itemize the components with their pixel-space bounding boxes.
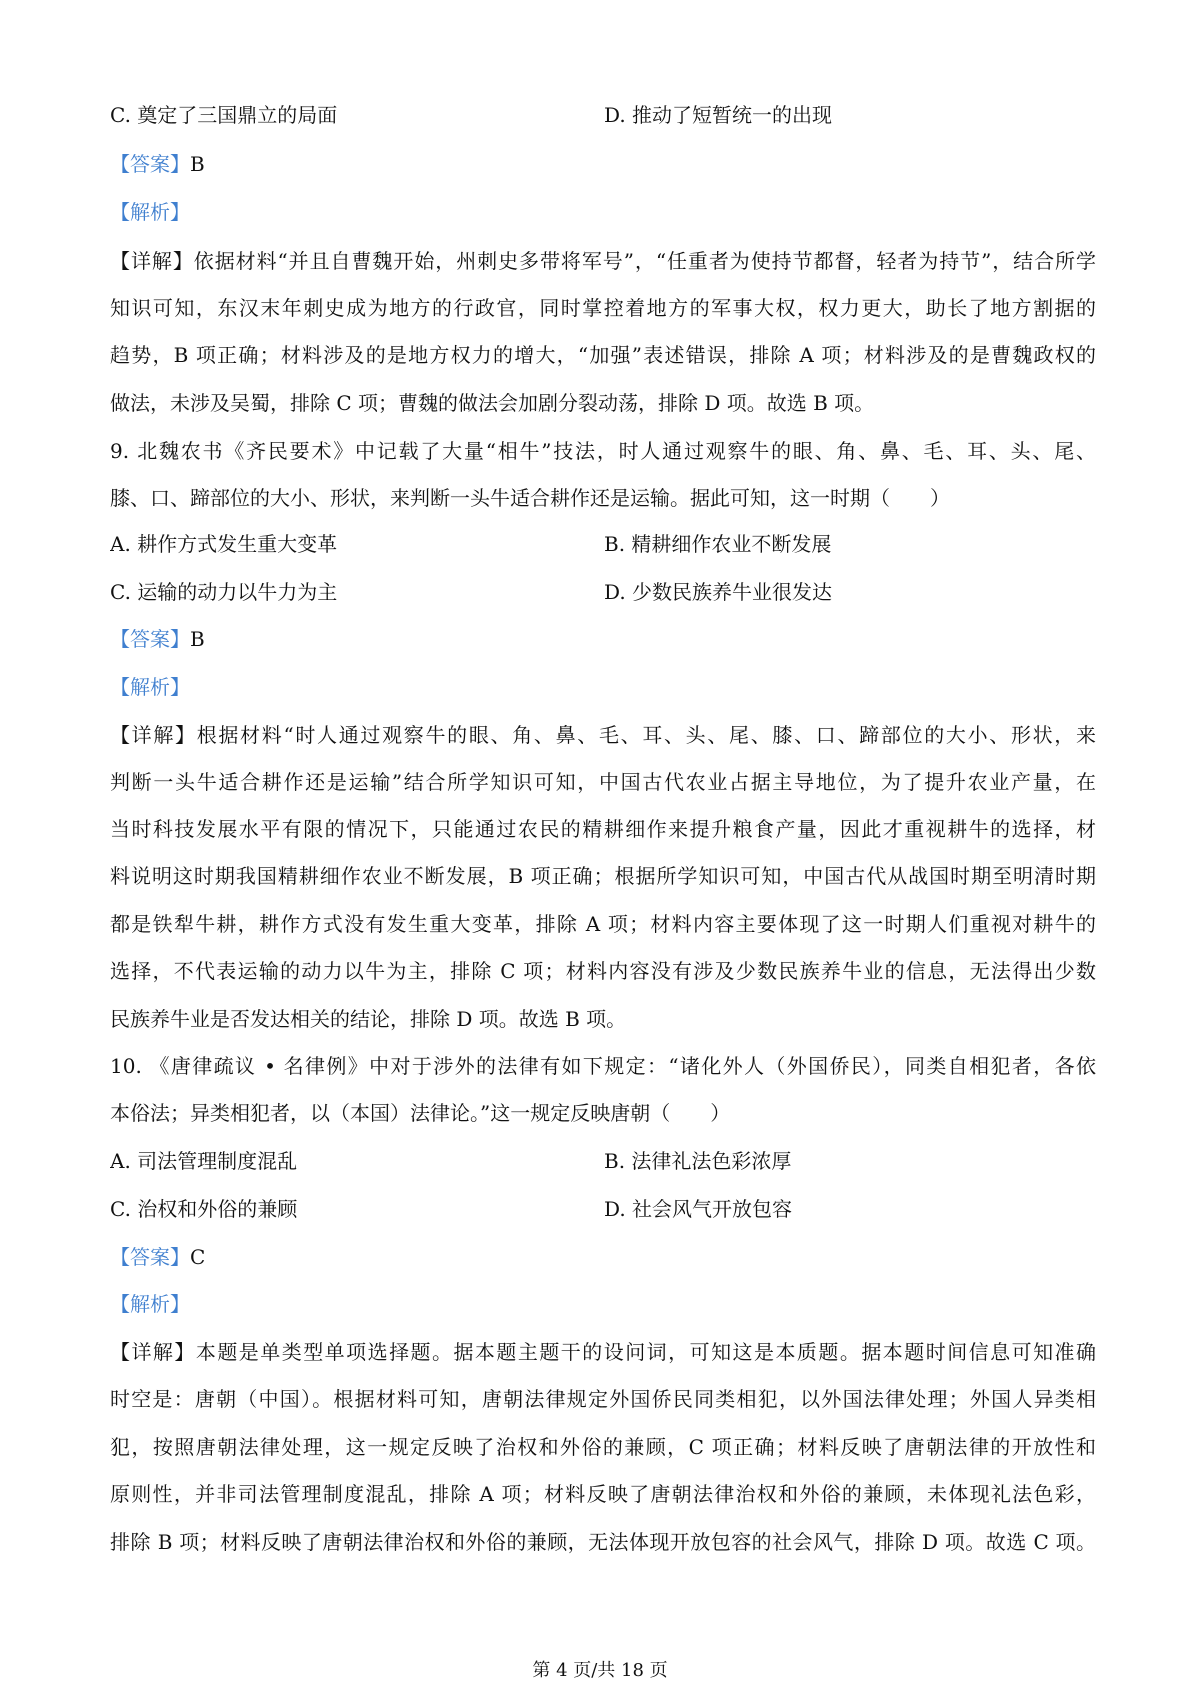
q8-answer-line <box>110 149 1096 179</box>
q8-detail-line: 知识可知，东汉末年刺史成为地方的行政官，同时掌控着地方的军事大权，权力更大，助长了地方割据的 <box>110 296 1096 320</box>
q9-option-b: B. 精耕细作农业不断发展 <box>604 532 832 556</box>
q10-answer-value: C <box>190 1245 206 1269</box>
q10-stem-line: 本俗法；异类相犯者，以（本国）法律论。”这一规定反映唐朝（ ） <box>110 1101 731 1125</box>
q9-answer-value: B <box>190 627 205 651</box>
q8-detail-line: 【详解】依据材料“并且自曹魏开始，州刺史多带将军号”，“任重者为使持节都督，轻者为持节”，结合所学 <box>110 249 1096 273</box>
q9-detail-line: 当时科技发展水平有限的情况下，只能通过农民的精耕细作来提升粮食产量，因此才重视耕牛的选择，材 <box>110 817 1096 841</box>
q9-option-a: A. 耕作方式发生重大变革 <box>110 532 338 556</box>
q9-detail-line: 判断一头牛适合耕作还是运输”结合所学知识可知，中国古代农业占据主导地位，为了提升农业产量，在 <box>110 770 1096 794</box>
q8-option-d: D. 推动了短暂统一的出现 <box>604 103 833 127</box>
q10-detail-line: 排除 B 项；材料反映了唐朝法律治权和外俗的兼顾，无法体现开放包容的社会风气，排除 D 项。故选 C 项。 <box>110 1530 1096 1554</box>
page-footer-number: 第 4 页/共 18 页 <box>532 1660 668 1681</box>
q10-detail-line: 犯，按照唐朝法律处理，这一规定反映了治权和外俗的兼顾，C 项正确；材料反映了唐朝法律的开放性和 <box>110 1435 1096 1459</box>
q10-option-d: D. 社会风气开放包容 <box>604 1197 793 1221</box>
q9-analysis-tag: 【解析】 <box>110 675 190 699</box>
q8-option-c: C. 奠定了三国鼎立的局面 <box>110 103 338 127</box>
q9-detail-line: 【详解】根据材料“时人通过观察牛的眼、角、鼻、毛、耳、头、尾、膝、口、蹄部位的大小、形状，来 <box>110 723 1096 747</box>
q8-analysis-tag: 【解析】 <box>110 200 190 224</box>
q9-stem-line: 膝、口、蹄部位的大小、形状，来判断一头牛适合耕作还是运输。据此可知，这一时期（ ） <box>110 486 950 510</box>
q10-analysis-tag: 【解析】 <box>110 1292 190 1316</box>
q10-detail-line: 时空是：唐朝（中国）。根据材料可知，唐朝法律规定外国侨民同类相犯，以外国法律处理；外国人异类相 <box>110 1387 1096 1411</box>
q10-answer-line <box>110 1242 1096 1272</box>
q9-stem-line: 9. 北魏农书《齐民要术》中记载了大量“相牛”技法，时人通过观察牛的眼、角、鼻、毛、耳、头、尾、 <box>110 439 1096 463</box>
q10-option-a: A. 司法管理制度混乱 <box>110 1149 298 1173</box>
q9-detail-line: 民族养牛业是否发达相关的结论，排除 D 项。故选 B 项。 <box>110 1007 627 1031</box>
q9-detail-line: 选择，不代表运输的动力以牛为主，排除 C 项；材料内容没有涉及少数民族养牛业的信息，无法得出少数 <box>110 959 1096 983</box>
q9-detail-line: 料说明这时期我国精耕细作农业不断发展，B 项正确；根据所学知识可知，中国古代从战国时期至明清时期 <box>110 864 1096 888</box>
q9-answer-line <box>110 624 1096 654</box>
q8-detail-line: 做法，未涉及吴蜀，排除 C 项；曹魏的做法会加剧分裂动荡，排除 D 项。故选 B 项。 <box>110 391 875 415</box>
q10-detail-line: 原则性，并非司法管理制度混乱，排除 A 项；材料反映了唐朝法律治权和外俗的兼顾，未体现礼法色彩， <box>110 1482 1096 1506</box>
q10-stem-line: 10. 《唐律疏议 • 名律例》中对于涉外的法律有如下规定：“诸化外人（外国侨民），同类自相犯者，各依 <box>110 1054 1096 1078</box>
q9-option-d: D. 少数民族养牛业很发达 <box>604 580 833 604</box>
q9-option-c: C. 运输的动力以牛力为主 <box>110 580 338 604</box>
q10-option-c: C. 治权和外俗的兼顾 <box>110 1197 298 1221</box>
q10-answer-tag: 【答案】 <box>110 1245 190 1269</box>
q10-detail-line: 【详解】本题是单类型单项选择题。据本题主题干的设问词，可知这是本质题。据本题时间信息可知准确 <box>110 1340 1096 1364</box>
q9-answer-tag: 【答案】 <box>110 627 190 651</box>
q9-detail-line: 都是铁犁牛耕，耕作方式没有发生重大变革，排除 A 项；材料内容主要体现了这一时期人们重视对耕牛的 <box>110 912 1096 936</box>
q8-answer-value: B <box>190 152 205 176</box>
q10-option-b: B. 法律礼法色彩浓厚 <box>604 1149 792 1173</box>
q8-detail-line: 趋势，B 项正确；材料涉及的是地方权力的增大，“加强”表述错误，排除 A 项；材料涉及的是曹魏政权的 <box>110 343 1096 367</box>
q8-answer-tag: 【答案】 <box>110 152 190 176</box>
